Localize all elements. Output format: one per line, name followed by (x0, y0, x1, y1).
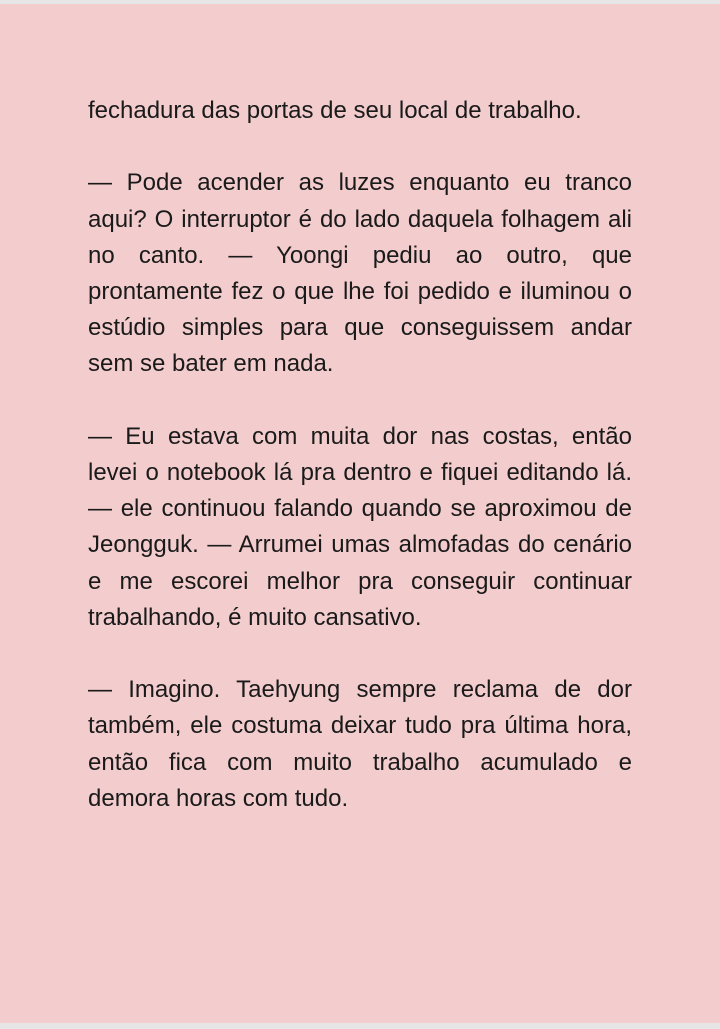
paragraph: — Pode acender as luzes enquanto eu tranco aqui? O interruptor é do lado daquela folhagem ali no canto. — Yoongi pediu ao outro, que prontamente fez o que lhe foi pedido e iluminou o estúdio simples para que conseguissem andar sem se bater em nada. (88, 169, 632, 378)
paragraph: — Eu estava com muita dor nas costas, então levei o notebook lá pra dentro e fiquei editando lá. — ele continuou falando quando se aproximou de Jeongguk. — Arrumei umas almofadas do cenário e me escorei melhor pra conseguir continuar trabalhando, é muito cansativo. (88, 422, 632, 631)
paragraph: fechadura das portas de seu local de trabalho. (88, 97, 582, 124)
document-page (0, 4, 720, 1023)
story-text (88, 93, 632, 853)
paragraph: — Imagino. Taehyung sempre reclama de dor também, ele costuma deixar tudo pra última hora, então fica com muito trabalho acumulado e demora horas com tudo. (88, 676, 632, 812)
